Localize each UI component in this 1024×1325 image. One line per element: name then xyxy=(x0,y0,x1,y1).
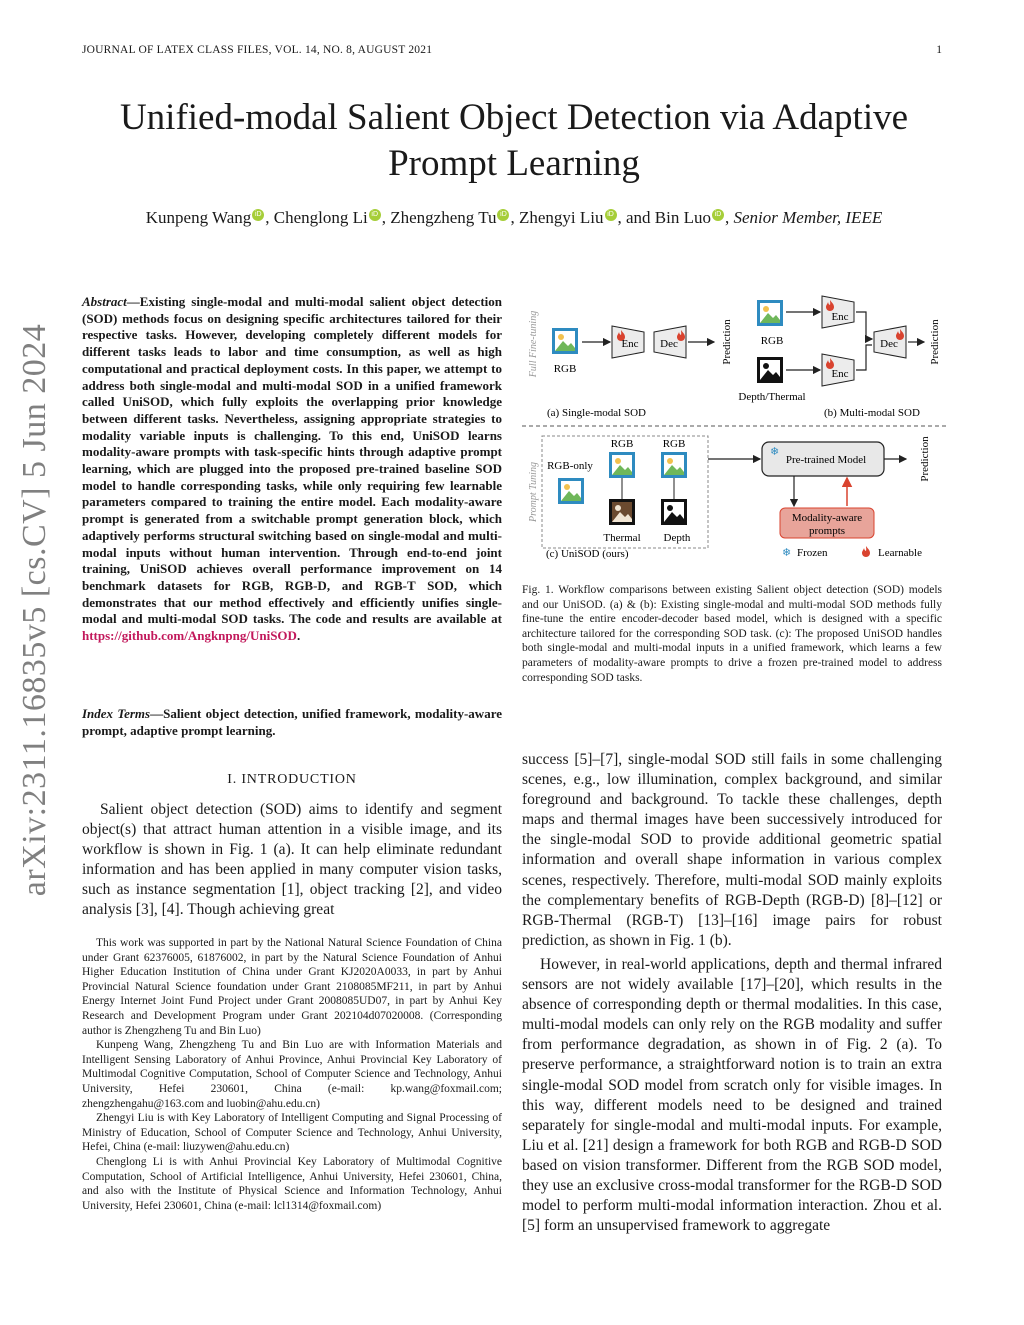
caption-a: (a) Single-modal SOD xyxy=(547,407,646,419)
label-rgb-c2: RGB xyxy=(662,438,686,450)
arxiv-sidebar xyxy=(0,0,70,1325)
label-enc-a: Enc xyxy=(621,338,639,350)
label-rgb-c1: RGB xyxy=(610,438,634,450)
paragraph: Salient object detection (SOD) aims to identify and segment object(s) that attract human attention in a visible image, and its workflow is shown in Fig. 1 (a). It can help eliminate redundant information and has been applied in many computer vision tasks, such as instance segmentation [1], object tracking [2], and video analysis [3], [4]. Though achieving great xyxy=(82,801,502,919)
label-prediction-a: Prediction xyxy=(721,319,733,365)
abstract: Abstract—Existing single-modal and multi-modal salient object detection (SOD) methods focus on designing specific architectures tailored for their respective tasks. However, developing completely different models for different tasks leads to labor and time consumption, as well as high computational and practical deployment costs. In this paper, we attempt to address both single-modal and multi-modal SOD in a unified framework called UniSOD, which fully exploits the overlapping prior knowledge between different tasks. Nevertheless, assigning appropriate strategies to modality variable inputs is challenging. To this end, UniSOD learns modality-aware prompts with task-specific hints through adaptive prompt learning, which are plugged into the proposed pre-trained baseline SOD model to handle corresponding tasks, while only requiring few learnable parameters compared to training the entire model. Each modality-aware prompt is generated from a switchable prompt generation block, which adaptively performs structural switching based on single-modal and multi-modal inputs without human intervention. Through end-to-end joint training, UniSOD achieves overall performance improvement on 14 benchmark datasets for RGB, RGB-D, and RGB-T SOD, which demonstrates that our method effectively and efficiently unifies single-modal and multi-modal SOD tasks. The code and results are available at https://github.com/Angknpng/UniSOD. xyxy=(82,294,502,644)
label-enc-b1: Enc xyxy=(831,311,849,323)
caption-c: (c) UniSOD (ours) xyxy=(546,548,629,560)
footnotes xyxy=(82,936,502,1213)
label-prompts-2: prompts xyxy=(808,525,846,537)
orcid-icon[interactable]: iD xyxy=(369,209,381,221)
paper-title: Unified-modal Salient Object Detection via Adaptive Prompt Learning xyxy=(119,97,909,184)
figure-caption xyxy=(522,583,942,685)
learnable-legend-icon xyxy=(862,546,870,557)
running-header: JOURNAL OF LATEX CLASS FILES, VOL. 14, NO. 8, AUGUST 2021 xyxy=(82,44,433,56)
label-pretrained: Pre-trained Model xyxy=(785,454,867,466)
author-name: Zhengyi Liu xyxy=(518,208,604,227)
page-number: 1 xyxy=(936,44,942,56)
footnote-affiliation-1: Kunpeng Wang, Zhengzheng Tu and Bin Luo are with Information Materials and Intelligent Sensing Laboratory of Anhui Province, Anhui Provincial Key Laboratory of Multimodal Cognitive Computation, School of Computer Science and Technology, Anhui University, Hefei 230601, China (e-mail: kp.wang@foxmail.com; zhengzhengahu@163.com and luobin@ahu.edu.cn) xyxy=(82,1039,502,1110)
author-name: Kunpeng Wang xyxy=(145,208,252,227)
frozen-legend-icon: ❄ xyxy=(782,547,792,559)
arxiv-id: arXiv:2311.16835v5 [cs.CV] 5 Jun 2024 xyxy=(16,323,53,897)
frozen-snowflake-icon: ❄ xyxy=(770,446,780,458)
orcid-icon[interactable]: iD xyxy=(497,209,509,221)
code-link[interactable]: https://github.com/Angknpng/UniSOD xyxy=(82,628,297,644)
label-rgb-only: RGB-only xyxy=(547,460,593,472)
index-terms-label: Index Terms xyxy=(82,706,151,721)
author-name: Chenglong Li xyxy=(273,208,368,227)
thermal-image-icon xyxy=(609,499,635,525)
footnote-affiliation-2: Zhengyi Liu is with Key Laboratory of Intelligent Computing and Signal Processing of Ministry of Education, School of Computer Science and Technology, Anhui University, Hefei, China (e-mail: liuzywen@ahu.edu.cn) xyxy=(82,1112,502,1154)
label-dec-a: Dec xyxy=(660,338,678,350)
label-prediction-b: Prediction xyxy=(929,319,941,365)
orcid-icon[interactable]: iD xyxy=(252,209,264,221)
label-depth-thermal-b: Depth/Thermal xyxy=(738,391,806,403)
caption-b: (b) Multi-modal SOD xyxy=(824,407,920,419)
side-label-prompt-tuning: Prompt Tuning xyxy=(528,462,539,522)
label-dec-b: Dec xyxy=(880,338,898,350)
figure-caption-label: Fig. 1. xyxy=(522,584,554,596)
figure-1 xyxy=(522,292,946,574)
side-label-full-finetuning: Full Fine-tuning xyxy=(528,310,539,378)
paragraph: success [5]–[7], single-modal SOD still fails in some challenging scenes, e.g., low illumination, complex background, and similar foreground and background. To tackle these challenges, depth maps and thermal images have been successively introduced for the single-modal SOD to provide additional geometric spatial information and overall shape information in various complex scenes, respectively. Therefore, multi-modal SOD mainly exploits the complementary benefits of RGB-Depth (RGB-D) [8]–[12] or RGB-Thermal (RGB-T) [13]–[16] image pairs for robust prediction, as shown in Fig. 1 (b). xyxy=(522,751,942,949)
orcid-icon[interactable]: iD xyxy=(712,209,724,221)
author-name: and Bin Luo xyxy=(626,208,711,227)
label-depth: Depth xyxy=(663,532,691,544)
abstract-text: —Existing single-modal and multi-modal salient object detection (SOD) methods focus on designing specific architectures tailored for their respective tasks. However, developing completely different models for different tasks leads to labor and time consumption, as well as high computational and practical deployment costs. In this paper, we attempt to address both single-modal and multi-modal SOD in a unified framework called UniSOD, which fully exploits the overlapping prior knowledge between different tasks. Nevertheless, assigning appropriate strategies to modality variable inputs is challenging. To this end, UniSOD learns modality-aware prompts with task-specific hints through adaptive prompt learning, which are plugged into the proposed pre-trained baseline SOD model to handle corresponding tasks, while only requiring few learnable parameters compared to training the entire model. Each modality-aware prompt is generated from a switchable prompt generation block, which adaptively performs structural switching based on single-modal and multi-modal inputs without human intervention. Through end-to-end joint training, UniSOD achieves overall performance improvement on 14 benchmark datasets for RGB, RGB-D, and RGB-T SOD, which demonstrates that our method effectively and efficiently unifies single-modal and multi-modal SOD tasks. The code and results are available at xyxy=(82,294,502,627)
footnote-funding: This work was supported in part by the National Natural Science Foundation of China under Grant 62376005, 61876002, in part by the Natural Science Foundation of Anhui Higher Education Institution of China under Grant KJ2020A0033, in part by Anhui Provincial Natural Science foundation under Grant 2108085MF211, in part by Anhui Energy Internet Joint Fund Project under Grant 2008085UD07, in part by Anhui Key Research and Development Program under Grant 202104d07020008. (Corresponding author is Zhengzheng Tu and Bin Luo) xyxy=(82,937,502,1037)
depth-image-icon xyxy=(661,499,687,525)
index-terms-text: —Salient object detection, unified framework, modality-aware prompt, adaptive prompt learning. xyxy=(82,706,502,738)
label-rgb-b: RGB xyxy=(760,335,784,347)
paragraph: However, in real-world applications, depth and thermal infrared sensors are not widely available [17]–[20], which results in the absence of corresponding depth or thermal modalities. In this case, multi-modal models can only rely on the RGB modality and suffer from performance degradation, as shown in of Fig. 2 (a). To preserve performance, a straightforward notion is to train an extra single-modal SOD model from scratch only for visible images. In this way, different models need to be designed and trained separately for single-modal and multi-modal inputs. For example, Liu et al. [21] design a framework for both RGB and RGB-D SOD based on vision transformer. Different from the RGB SOD model, they use an exclusive cross-modal transformer for the RGB-D SOD model to perform multi-modal information interaction. Zhou et al. [5] form an unsupervised framework to aggregate xyxy=(522,955,942,1235)
footnote-affiliation-3: Chenglong Li is with Anhui Provincial Key Laboratory of Multimodal Cognitive Computation, School of Artificial Intelligence, Anhui University, Hefei 230601, China, and also with the Institute of Physical Science and Information Technology, Anhui University, Hefei 230601, China (e-mail: lcl1314@foxmail.com) xyxy=(82,1155,502,1212)
author-name: Zhengzheng Tu xyxy=(390,208,497,227)
workflow-diagram xyxy=(522,292,946,574)
label-enc-b2: Enc xyxy=(831,368,849,380)
label-rgb-a: RGB xyxy=(553,363,577,375)
author-list: Kunpeng Wang iD , Chenglong Li iD , Zhengzheng Tu iD , Zhengyi Liu iD , and Bin Luo iD , Senior Member, IEEE xyxy=(145,208,883,227)
index-terms xyxy=(82,706,502,739)
rgb-image-icon xyxy=(552,328,578,354)
rgb-image-icon xyxy=(609,452,635,478)
intro-paragraph xyxy=(82,800,502,921)
right-column-text xyxy=(522,750,942,1236)
legend-learnable: Learnable xyxy=(878,547,922,559)
rgb-image-icon xyxy=(757,300,783,326)
figure-caption-text: Workflow comparisons between existing Salient object detection (SOD) models and our UniSOD. (a) & (b): Existing single-modal and multi-modal SOD methods fully fine-tune the entire encoder-decoder based model, which is designed with a specific architecture tailored for the corresponding SOD task. (c): The proposed UniSOD handles both single-modal and multi-modal inputs in a unified framework, which learns a few parameters of modality-aware prompts to drive a frozen pre-trained model to address corresponding SOD tasks. xyxy=(522,584,942,684)
orcid-icon[interactable]: iD xyxy=(605,209,617,221)
section-heading: I. INTRODUCTION xyxy=(227,772,357,787)
abstract-label: Abstract xyxy=(82,294,127,309)
label-prompts-1: Modality-aware xyxy=(791,512,863,524)
legend-frozen: Frozen xyxy=(797,547,828,559)
rgb-image-icon xyxy=(661,452,687,478)
rgb-image-icon xyxy=(558,478,584,504)
label-prediction-c: Prediction xyxy=(919,436,931,482)
author-suffix: Senior Member, IEEE xyxy=(733,208,883,227)
depth-thermal-image-icon xyxy=(757,357,783,383)
label-thermal: Thermal xyxy=(603,532,641,544)
